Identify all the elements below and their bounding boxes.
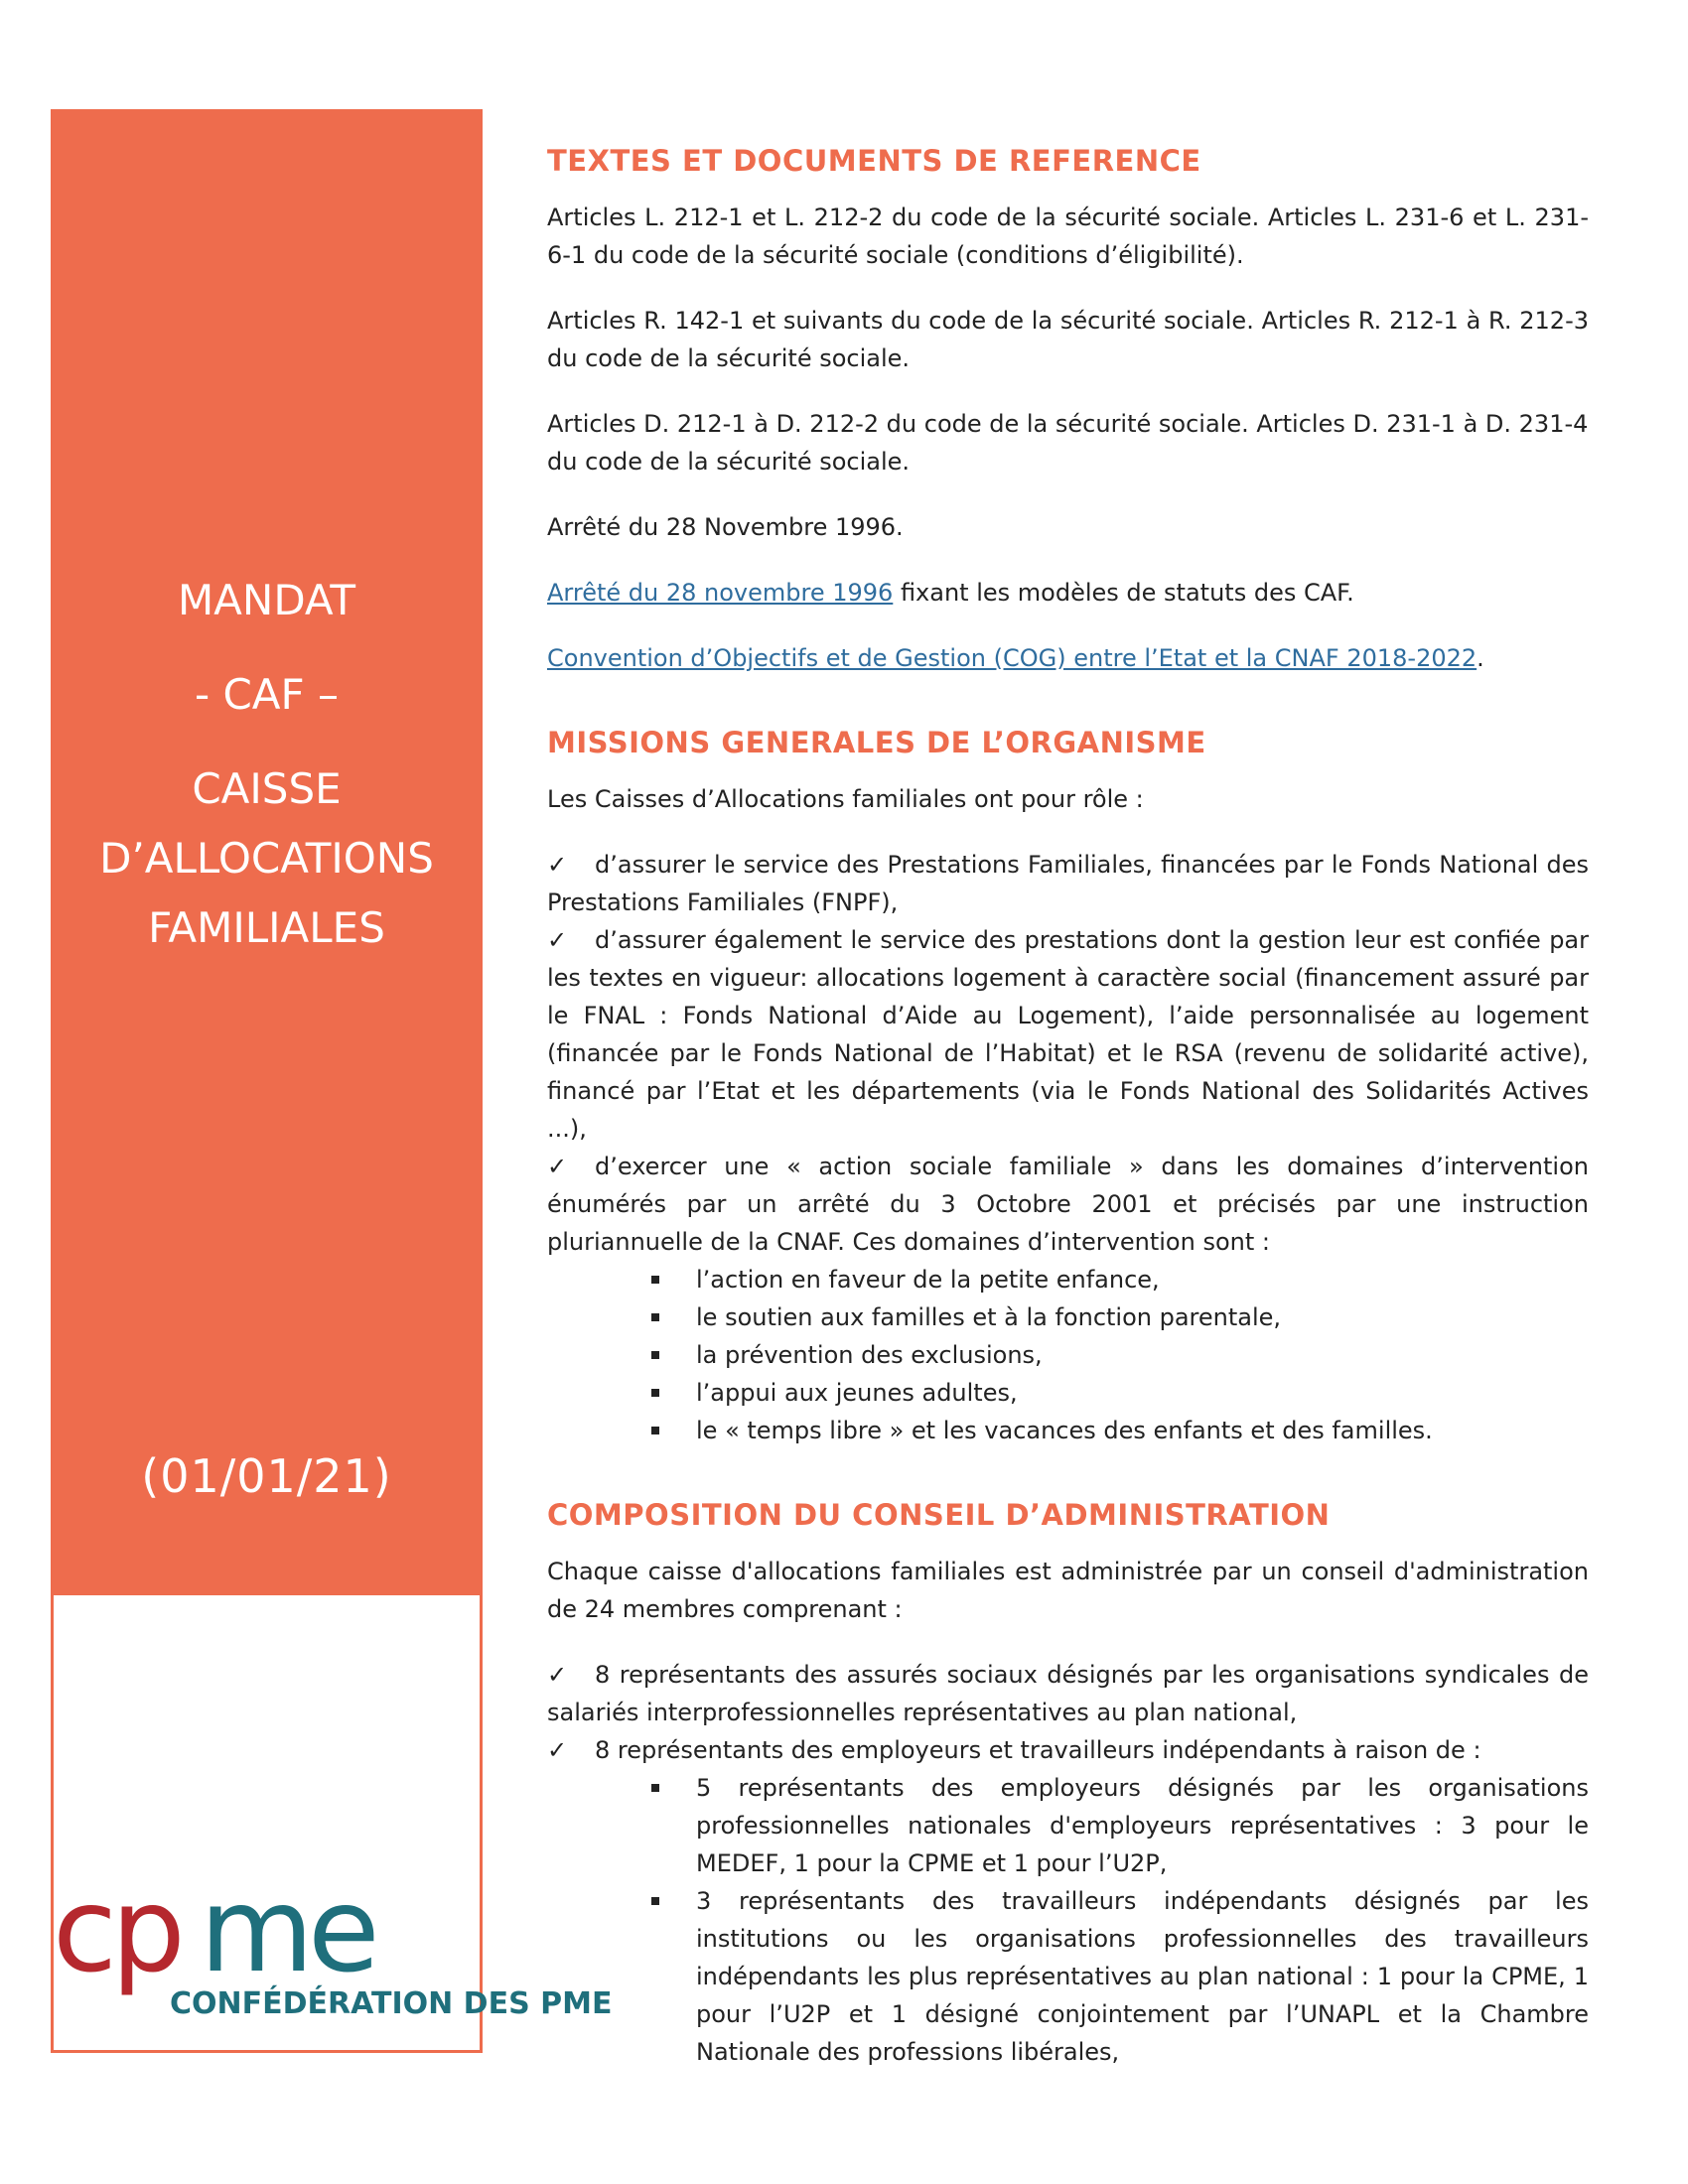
banner-title-allocations: D’ALLOCATIONS — [99, 834, 434, 883]
composition-list — [547, 1656, 1589, 2071]
list-item — [547, 1656, 1589, 1731]
square-bullet-icon — [651, 1276, 659, 1284]
square-bullet-icon — [651, 1351, 659, 1359]
list-item — [696, 1769, 1589, 1882]
banner-title-familiales: FAMILIALES — [148, 903, 385, 952]
square-bullet-icon — [651, 1784, 659, 1792]
composition-text: 8 représentants des employeurs et travailleurs indépendants à raison de : — [595, 1736, 1481, 1764]
missions-intro: Les Caisses d’Allocations familiales ont pour rôle : — [547, 785, 1144, 813]
ref-paragraph-2: Articles R. 142-1 et suivants du code de la sécurité sociale. Articles R. 212-1 à R. 212-3 du code de la sécurité sociale. — [547, 307, 1589, 372]
ref-paragraph-6 — [547, 639, 1589, 677]
check-icon: ✓ — [547, 1661, 568, 1689]
cpme-logo-word: cp — [53, 1861, 180, 1998]
mission-text: d’assurer le service des Prestations Familiales, financées par le Fonds National des Prestations Familiales (FNPF), — [547, 851, 1589, 916]
cpme-logo-word-me: me — [200, 1861, 374, 1998]
list-item — [696, 1261, 1589, 1298]
domain-text: l’action en faveur de la petite enfance, — [696, 1266, 1160, 1294]
domain-text: le « temps libre » et les vacances des enfants et des familles. — [696, 1417, 1433, 1444]
list-item — [547, 1731, 1589, 2071]
ref-paragraph-3: Articles D. 212-1 à D. 212-2 du code de la sécurité sociale. Articles D. 231-1 à D. 231-4 du code de la sécurité sociale. — [547, 410, 1589, 476]
ref-paragraph-4: Arrêté du 28 Novembre 1996. — [547, 513, 904, 541]
section-heading-missions: MISSIONS GENERALES DE L’ORGANISME — [547, 726, 1206, 759]
check-icon: ✓ — [547, 1736, 568, 1764]
square-bullet-icon — [651, 1313, 659, 1321]
banner-orange-panel — [51, 109, 483, 1595]
cpme-logo — [51, 1861, 613, 2025]
list-item — [696, 1374, 1589, 1412]
check-icon: ✓ — [547, 926, 568, 954]
cog-convention-link[interactable]: Convention d’Objectifs et de Gestion (COG) entre l’Etat et la CNAF 2018-2022 — [547, 644, 1477, 672]
square-bullet-icon — [651, 1427, 659, 1434]
banner-title-caf: - CAF – — [194, 670, 340, 719]
composition-intro: Chaque caisse d'allocations familiales est administrée par un conseil d'administration de 24 membres comprenant : — [547, 1558, 1589, 1623]
list-item — [547, 846, 1589, 921]
list-item — [696, 1882, 1589, 2071]
mission-text: d’assurer également le service des prestations dont la gestion leur est confiée par les textes en vigueur: allocations logement à caractère social (financement assuré par le FNAL : Fonds National d’Aide au Logement), l’aide personnalisée au logement (financée par le Fonds National de l’Habitat) et le RSA (revenu de solidarité active), financé par l’Etat et les départements (via le Fonds National des Solidarités Actives ...), — [547, 926, 1589, 1143]
domain-text: le soutien aux familles et à la fonction parentale, — [696, 1303, 1282, 1331]
mission-text: d’exercer une « action sociale familiale » dans les domaines d’intervention énumérés par un arrêté du 3 Octobre 2001 et précisés par une instruction pluriannuelle de la CNAF. Ces domaines d’intervention sont : — [547, 1153, 1589, 1256]
list-item — [696, 1336, 1589, 1374]
cpme-logo-caption: CONFÉDÉRATION DES PME — [170, 1986, 613, 2021]
domain-text: la prévention des exclusions, — [696, 1341, 1043, 1369]
banner-title-mandat: MANDAT — [177, 576, 356, 624]
representative-text: 3 représentants des travailleurs indépendants désignés par les institutions ou les organisations professionnelles des travailleurs indépendants les plus représentatives au plan national : 1 pour la CPME, 1 pour l’U2P et 1 désigné conjointement par l’UNAPL et la Chambre Nationale des professions libérales, — [696, 1887, 1589, 2066]
domain-text: l’appui aux jeunes adultes, — [696, 1379, 1018, 1407]
list-item — [696, 1412, 1589, 1449]
ref-paragraph-5-rest: fixant les modèles de statuts des CAF. — [893, 579, 1354, 607]
employer-representatives-list — [547, 1769, 1589, 2071]
intervention-domains-list — [547, 1261, 1589, 1449]
list-item — [547, 1148, 1589, 1449]
arrete-link[interactable]: Arrêté du 28 novembre 1996 — [547, 579, 894, 607]
ref-paragraph-1: Articles L. 212-1 et L. 212-2 du code de la sécurité sociale. Articles L. 231-6 et L. 231-6-1 du code de la sécurité sociale (conditions d’éligibilité). — [547, 204, 1589, 269]
representative-text: 5 représentants des employeurs désignés par les organisations professionnelles nationales d'employeurs représentatives : 3 pour le MEDEF, 1 pour la CPME et 1 pour l’U2P, — [696, 1774, 1589, 1877]
sidebar-banner — [51, 109, 613, 2053]
ref-paragraph-6-rest: . — [1477, 644, 1484, 672]
composition-text: 8 représentants des assurés sociaux désignés par les organisations syndicales de salariés interprofessionnelles représentatives au plan national, — [547, 1661, 1589, 1726]
section-heading-composition: COMPOSITION DU CONSEIL D’ADMINISTRATION — [547, 1498, 1331, 1532]
main-content — [547, 139, 1589, 2099]
ref-paragraph-5 — [547, 574, 1589, 612]
square-bullet-icon — [651, 1389, 659, 1397]
list-item — [547, 921, 1589, 1148]
section-heading-references: TEXTES ET DOCUMENTS DE REFERENCE — [547, 144, 1201, 178]
list-item — [696, 1298, 1589, 1336]
check-icon: ✓ — [547, 1153, 568, 1180]
banner-date: (01/01/21) — [141, 1449, 392, 1503]
square-bullet-icon — [651, 1897, 659, 1905]
banner-title-caisse: CAISSE — [192, 764, 342, 813]
missions-list — [547, 846, 1589, 1449]
check-icon: ✓ — [547, 851, 568, 879]
